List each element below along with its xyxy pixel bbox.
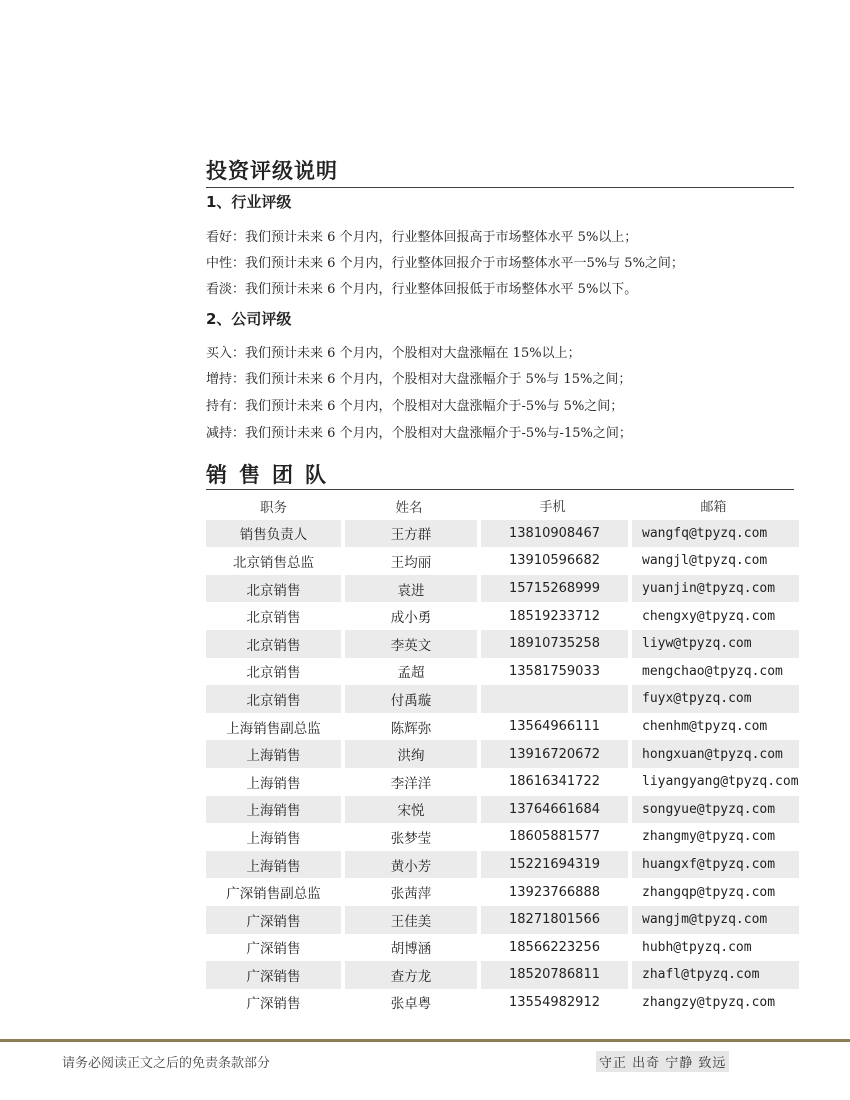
company-rating-heading: 2、公司评级 <box>206 310 292 328</box>
cell-phone: 13923766888 <box>477 878 628 906</box>
cell-name: 李洋洋 <box>341 768 477 796</box>
table-row <box>206 520 799 548</box>
company-rating-line: 买入：我们预计未来 6 个月内，个股相对大盘涨幅在 15%以上； <box>206 346 581 361</box>
table-header-row <box>206 492 799 520</box>
cell-title: 上海销售 <box>206 851 341 879</box>
cell-email: zhangqp@tpyzq.com <box>628 878 799 906</box>
cell-name: 洪绚 <box>341 740 477 768</box>
cell-name: 王佳美 <box>341 906 477 934</box>
company-rating-line: 持有：我们预计未来 6 个月内，个股相对大盘涨幅介于-5%与 5%之间； <box>206 399 624 414</box>
cell-email: yuanjin@tpyzq.com <box>628 575 799 603</box>
cell-phone: 18910735258 <box>477 630 628 658</box>
cell-phone: 15221694319 <box>477 851 628 879</box>
cell-name: 王均丽 <box>341 547 477 575</box>
cell-email: fuyx@tpyzq.com <box>628 685 799 713</box>
cell-name: 王方群 <box>341 520 477 548</box>
cell-email: songyue@tpyzq.com <box>628 796 799 824</box>
table-row <box>206 878 799 906</box>
cell-email: zhangmy@tpyzq.com <box>628 823 799 851</box>
table-row <box>206 934 799 962</box>
cell-phone: 15715268999 <box>477 575 628 603</box>
cell-phone: 18271801566 <box>477 906 628 934</box>
cell-title: 销售负责人 <box>206 520 341 548</box>
cell-name: 张梦莹 <box>341 823 477 851</box>
cell-name: 陈辉弥 <box>341 713 477 741</box>
column-header-name: 姓名 <box>395 499 423 516</box>
table-row <box>206 906 799 934</box>
cell-phone <box>477 685 628 713</box>
sales-team-table <box>206 492 799 1016</box>
rating-title: 投资评级说明 <box>206 159 338 183</box>
cell-phone: 18519233712 <box>477 602 628 630</box>
cell-email: wangfq@tpyzq.com <box>628 520 799 548</box>
footer-motto: 守正 出奇 宁静 致远 <box>596 1051 729 1072</box>
cell-name: 查方龙 <box>341 961 477 989</box>
footer-disclaimer: 请务必阅读正文之后的免责条款部分 <box>62 1056 271 1071</box>
cell-title: 广深销售 <box>206 906 341 934</box>
cell-email: wangjl@tpyzq.com <box>628 547 799 575</box>
cell-phone: 18605881577 <box>477 823 628 851</box>
column-header-title: 职务 <box>260 499 287 516</box>
cell-email: hubh@tpyzq.com <box>628 934 799 962</box>
industry-rating-line: 看淡：我们预计未来 6 个月内，行业整体回报低于市场整体水平 5%以下。 <box>206 282 638 297</box>
table-row <box>206 685 799 713</box>
cell-phone: 13810908467 <box>477 520 628 548</box>
cell-email: zhafl@tpyzq.com <box>628 961 799 989</box>
footer-divider <box>0 1039 850 1042</box>
cell-name: 宋悦 <box>341 796 477 824</box>
table-row <box>206 658 799 686</box>
table-row <box>206 713 799 741</box>
cell-email: liyangyang@tpyzq.com <box>628 768 799 796</box>
cell-phone: 13554982912 <box>477 989 628 1017</box>
company-rating-line: 增持：我们预计未来 6 个月内，个股相对大盘涨幅介于 5%与 15%之间； <box>206 372 632 387</box>
cell-name: 张卓粤 <box>341 989 477 1017</box>
table-row <box>206 768 799 796</box>
cell-phone: 13764661684 <box>477 796 628 824</box>
cell-name: 付禹璇 <box>341 685 477 713</box>
cell-title: 北京销售 <box>246 665 301 682</box>
cell-phone: 13910596682 <box>477 547 628 575</box>
cell-name: 胡博涵 <box>341 934 477 962</box>
cell-phone: 13581759033 <box>477 658 628 686</box>
industry-rating-line: 中性：我们预计未来 6 个月内，行业整体回报介于市场整体水平一5%与 5%之间； <box>206 256 684 271</box>
cell-name: 黄小芳 <box>341 851 477 879</box>
cell-phone: 18566223256 <box>477 934 628 962</box>
divider <box>206 187 794 188</box>
cell-title: 上海销售 <box>246 775 301 792</box>
cell-title: 广深销售 <box>246 941 301 958</box>
sales-team-title: 销售团队 <box>206 463 338 487</box>
table-row <box>206 740 799 768</box>
column-header-email: 邮箱 <box>700 500 727 516</box>
table-row <box>206 575 799 603</box>
cell-email: chenhm@tpyzq.com <box>628 713 799 741</box>
divider <box>206 489 794 490</box>
table-row <box>206 602 799 630</box>
cell-email: chengxy@tpyzq.com <box>628 602 799 630</box>
cell-title: 广深销售副总监 <box>226 886 321 903</box>
cell-email: liyw@tpyzq.com <box>628 630 799 658</box>
cell-email: wangjm@tpyzq.com <box>628 906 799 934</box>
table-row <box>206 796 799 824</box>
table-row <box>206 547 799 575</box>
industry-rating-heading: 1、行业评级 <box>206 193 292 211</box>
company-rating-line: 减持：我们预计未来 6 个月内，个股相对大盘涨幅介于-5%与-15%之间； <box>206 426 632 441</box>
cell-title: 北京销售 <box>206 630 341 658</box>
cell-title: 北京销售 <box>246 610 301 627</box>
cell-title: 上海销售 <box>206 740 341 768</box>
table-row <box>206 630 799 658</box>
cell-title: 北京销售 <box>206 575 341 603</box>
cell-name: 张茜萍 <box>341 878 477 906</box>
cell-title: 上海销售 <box>206 796 341 824</box>
cell-name: 成小勇 <box>341 602 477 630</box>
table-row <box>206 961 799 989</box>
cell-title: 广深销售 <box>246 996 301 1013</box>
cell-email: hongxuan@tpyzq.com <box>628 740 799 768</box>
industry-rating-line: 看好：我们预计未来 6 个月内，行业整体回报高于市场整体水平 5%以上； <box>206 230 638 245</box>
cell-email: huangxf@tpyzq.com <box>628 851 799 879</box>
cell-phone: 13916720672 <box>477 740 628 768</box>
table-body <box>206 520 799 1017</box>
cell-title: 广深销售 <box>206 961 341 989</box>
cell-phone: 13564966111 <box>477 713 628 741</box>
cell-title: 上海销售副总监 <box>226 720 321 737</box>
cell-name: 孟超 <box>341 658 477 686</box>
cell-phone: 18520786811 <box>477 961 628 989</box>
cell-title: 北京销售总监 <box>233 554 314 571</box>
cell-phone: 18616341722 <box>477 768 628 796</box>
cell-email: zhangzy@tpyzq.com <box>628 989 799 1017</box>
cell-name: 李英文 <box>341 630 477 658</box>
cell-email: mengchao@tpyzq.com <box>628 658 799 686</box>
column-header-phone: 手机 <box>539 500 566 516</box>
table-row <box>206 823 799 851</box>
cell-title: 上海销售 <box>246 830 301 847</box>
table-row <box>206 851 799 879</box>
cell-title: 北京销售 <box>206 685 341 713</box>
table-row <box>206 989 799 1017</box>
cell-name: 袁进 <box>341 575 477 603</box>
